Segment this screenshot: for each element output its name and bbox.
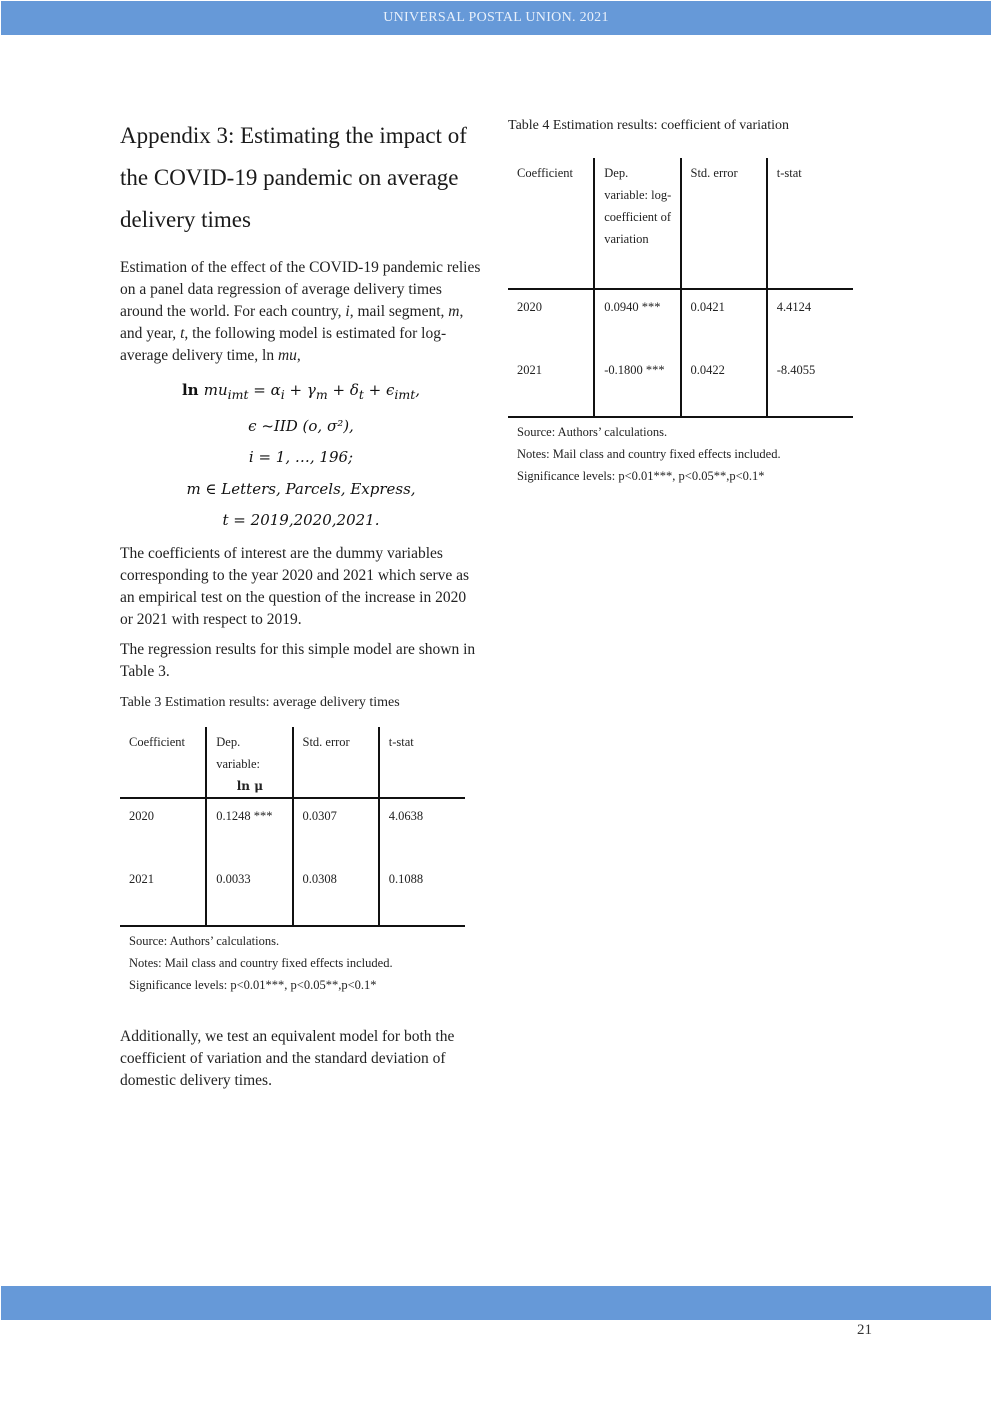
cell-dep-variable: 0.0940 *** [594,289,680,353]
cell-dep-variable: -0.1800 *** [594,353,680,417]
header-coefficient: Coefficient [508,158,594,289]
table3-notes [120,927,482,996]
equation-years: t = 2019,2020,2021. [222,511,380,529]
table3-significance: Significance levels: p<0.01***, p<0.05**,p<0.1* [129,977,377,992]
cell-coefficient: 2020 [517,300,542,314]
table-row [120,798,465,862]
table3-notes-text: Notes: Mail class and country fixed effects included. [129,955,393,970]
table-header-row [508,158,853,289]
header-coefficient: Coefficient [120,727,206,798]
table4-notes [508,418,858,487]
header-title: UNIVERSAL POSTAL UNION. 2021 [383,10,609,25]
table4-caption: Table 4 Estimation results: coefficient of variation [508,118,790,133]
equation-error: ϵ ~IID (o, σ²), [248,416,354,435]
table4 [508,158,853,418]
additional-paragraph: Additionally, we test an equivalent model for both the coefficient of variation and the standard deviation of domestic delivery times. [120,1027,455,1089]
table4-source: Source: Authors’ calculations. [517,425,668,439]
equation-mail-segments: m ∈ Letters, Parcels, Express, [186,479,416,498]
table-header-row [120,727,465,798]
cell-coefficient: 2021 [120,862,206,926]
cell-std-error: 0.0421 [681,289,767,353]
coefficients-paragraph: The coefficients of interest are the dummy variables corresponding to the year 2020 and 2021 which serve as an empirical test on the question of the increase in 2020 or 2021 with respect to 2019. [120,544,470,628]
header-std-error: Std. error [681,158,767,289]
cell-t-stat: 0.1088 [379,862,465,926]
cell-std-error: 0.0308 [293,862,379,926]
header-dep-variable: Dep. variable: ln μ [206,727,292,798]
cell-t-stat: 4.0638 [379,798,465,862]
results-paragraph: The regression results for this simple model are shown in Table 3. [120,640,476,680]
header-t-stat: t-stat [767,158,853,289]
table-row [508,289,853,353]
header-t-stat: t-stat [379,727,465,798]
cell-dep-variable: 0.1248 *** [206,798,292,862]
page-number: 21 [857,1322,872,1338]
table-row [508,353,853,417]
table4-significance: Significance levels: p<0.01***, p<0.05**,p<0.1* [517,469,765,483]
page-footer [1,1286,991,1320]
table4-notes-text: Notes: Mail class and country fixed effects included. [517,447,781,461]
right-column [508,118,858,517]
cell-t-stat: 4.4124 [767,289,853,353]
equation-country-range: i = 1, …, 196; [248,448,354,466]
table3 [120,727,465,927]
cell-coefficient: 2020 [129,808,154,823]
appendix-title: Appendix 3: Estimating the impact of the COVID-19 pandemic on average delivery times [120,123,467,232]
table-row [120,862,465,926]
intro-paragraph: Estimation of the effect of the COVID-19 pandemic relies on a panel data regression of average delivery times around the world. For each country, i, mail segment, m, and year, t, the following model is estimated for log-average delivery time, ln mu, [120,259,481,364]
cell-std-error: 0.0307 [293,798,379,862]
cell-coefficient: 2021 [508,353,594,417]
cell-std-error: 0.0422 [681,353,767,417]
equation-model: $\ln mu_{imt} = \alpha_i + \gamma_m + \delta_t + \epsilon_{imt}$, [181,381,421,402]
page-header [1,1,991,35]
cell-t-stat: -8.4055 [767,353,853,417]
header-std-error: Std. error [293,727,379,798]
left-column [120,115,482,1100]
cell-dep-variable: 0.0033 [206,862,292,926]
table3-caption: Table 3 Estimation results: average delivery times [120,694,400,710]
header-dep-variable: Dep. variable: log-coefficient of variation [594,158,680,289]
model-equations [120,375,482,537]
dep-variable-symbol: ln μ [236,778,263,793]
table3-source: Source: Authors’ calculations. [129,933,280,948]
